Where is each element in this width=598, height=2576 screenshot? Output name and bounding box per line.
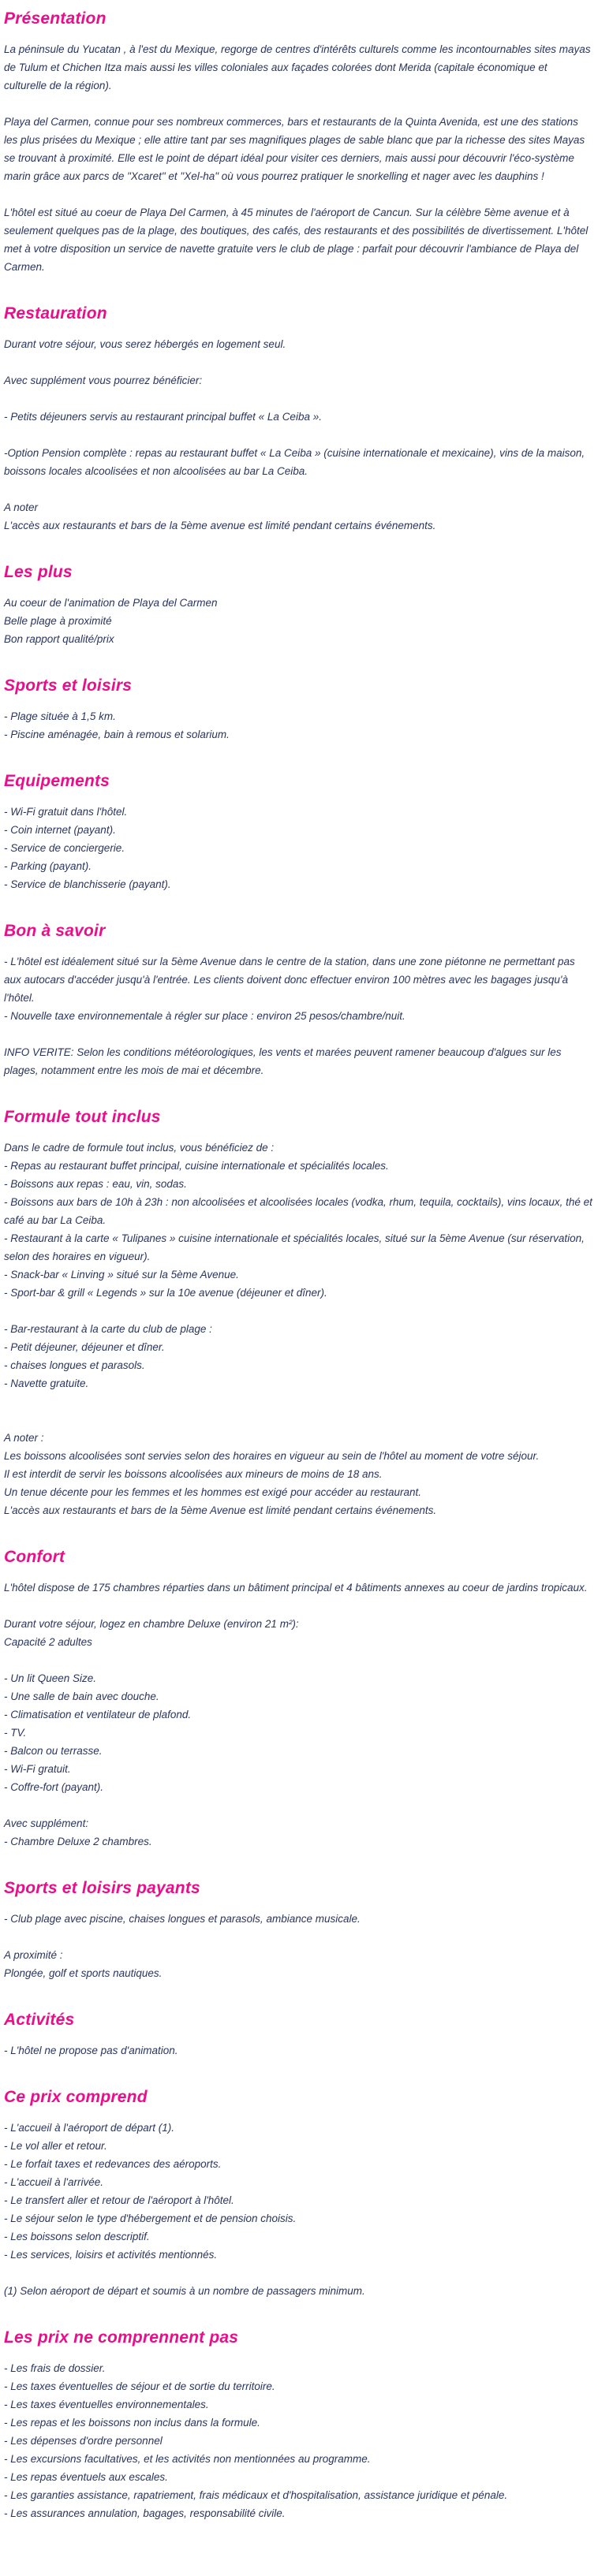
section-title-sports-et-loisirs-payants: Sports et loisirs payants <box>4 1879 200 1897</box>
paragraph: L'hôtel dispose de 175 chambres réparties dans un bâtiment principal et 4 bâtiments annexes au coeur de jardins tropicaux. <box>4 1582 588 1594</box>
paragraph: - L'accueil à l'aéroport de départ (1). <box>4 2122 175 2134</box>
section-presentation <box>4 9 592 276</box>
paragraph: Au coeur de l'animation de Playa del Carmen <box>4 597 218 609</box>
section-title-formule-tout-inclus: Formule tout inclus <box>4 1108 161 1126</box>
section-activites <box>4 2011 592 2060</box>
paragraph: - Coin internet (payant). <box>4 824 116 836</box>
paragraph: - L'accueil à l'arrivée. <box>4 2176 103 2188</box>
section-title-presentation: Présentation <box>4 9 107 28</box>
paragraph: L'accès aux restaurants et bars de la 5ème avenue est limité pendant certains événements. <box>4 520 436 531</box>
paragraph: INFO VERITE: Selon les conditions météorologiques, les vents et marées peuvent ramener beaucoup d'algues sur les plages, notamment entre les mois de mai et décembre. <box>4 1046 562 1076</box>
section-body <box>4 2359 592 2522</box>
paragraph: - Boissons aux repas : eau, vin, sodas. <box>4 1178 187 1190</box>
paragraph: - Les repas et les boissons non inclus dans la formule. <box>4 2417 260 2429</box>
paragraph: - L'hôtel est idéalement situé sur la 5ème Avenue dans le centre de la station, dans une zone piétonne ne permettant pas aux autocars d'accéder jusqu'à l'entrée. Les clients doivent donc effectuer environ 100 mètres avec les bagages jusqu'à l'hôtel. <box>4 956 575 1004</box>
section-title-activites: Activités <box>4 2011 75 2029</box>
paragraph: - Une salle de bain avec douche. <box>4 1691 159 1702</box>
paragraph: Avec supplément: <box>4 1817 89 1829</box>
section-title-confort: Confort <box>4 1548 65 1566</box>
section-les-prix-ne-comprennent-pas <box>4 2328 592 2522</box>
paragraph: - Nouvelle taxe environnementale à régler sur place : environ 25 pesos/chambre/nuit. <box>4 1010 406 1022</box>
paragraph: - Les boissons selon descriptif. <box>4 2231 150 2242</box>
paragraph: - Chambre Deluxe 2 chambres. <box>4 1836 152 1847</box>
paragraph: - Navette gratuite. <box>4 1377 89 1389</box>
paragraph: - Un lit Queen Size. <box>4 1672 97 1684</box>
paragraph: - Les services, loisirs et activités mentionnés. <box>4 2249 218 2261</box>
paragraph: - Restaurant à la carte « Tulipanes » cuisine internationale et spécialités locales, situé sur la 5ème Avenue (sur réservation, selon des horaires en vigueur). <box>4 1232 585 1262</box>
section-formule-tout-inclus <box>4 1108 592 1519</box>
paragraph: - Les taxes éventuelles environnementales. <box>4 2399 209 2410</box>
section-body <box>4 1139 592 1519</box>
paragraph: Durant votre séjour, vous serez hébergés en logement seul. <box>4 338 286 350</box>
paragraph: - Repas au restaurant buffet principal, cuisine internationale et spécialités locales. <box>4 1160 389 1172</box>
paragraph: - Service de blanchisserie (payant). <box>4 878 171 890</box>
paragraph: Capacité 2 adultes <box>4 1636 92 1648</box>
paragraph: - Balcon ou terrasse. <box>4 1745 103 1757</box>
section-title-restauration: Restauration <box>4 304 107 322</box>
paragraph: - Boissons aux bars de 10h à 23h : non alcoolisées et alcoolisées locales (vodka, rhum, tequila, cocktails), vins locaux, thé et café au bar La Ceiba. <box>4 1196 592 1226</box>
paragraph: - Wi-Fi gratuit. <box>4 1763 71 1775</box>
paragraph: - Les taxes éventuelles de séjour et de sortie du territoire. <box>4 2380 275 2392</box>
paragraph: - TV. <box>4 1727 27 1739</box>
paragraph: - Le transfert aller et retour de l'aéroport à l'hôtel. <box>4 2194 234 2206</box>
paragraph: - Les dépenses d'ordre personnel <box>4 2435 163 2447</box>
paragraph: - Les excursions facultatives, et les activités non mentionnées au programme. <box>4 2453 371 2465</box>
paragraph: Bon rapport qualité/prix <box>4 633 114 645</box>
paragraph: - Le séjour selon le type d'hébergement et de pension choisis. <box>4 2213 297 2224</box>
paragraph: A noter <box>4 501 39 513</box>
paragraph: L'hôtel est situé au coeur de Playa Del Carmen, à 45 minutes de l'aéroport de Cancun. Sur la célèbre 5ème avenue et à seulement quelques pas de la plage, des boutiques, des cafés, des restaurants et des possibilités de divertissement. L'hôtel met à votre disposition un service de navette gratuite vers le club de plage : parfait pour découvrir l'ambiance de Playa del Carmen. <box>4 207 589 273</box>
section-sports-et-loisirs <box>4 677 592 744</box>
paragraph: - chaises longues et parasols. <box>4 1359 145 1371</box>
paragraph: - Petits déjeuners servis au restaurant principal buffet « La Ceiba ». <box>4 411 322 423</box>
section-title-equipements: Equipements <box>4 772 110 790</box>
section-les-plus <box>4 563 592 648</box>
section-title-les-plus: Les plus <box>4 563 73 581</box>
section-equipements <box>4 772 592 893</box>
section-body <box>4 803 592 893</box>
paragraph: - L'hôtel ne propose pas d'animation. <box>4 2045 178 2056</box>
section-body <box>4 2119 592 2300</box>
section-body <box>4 707 592 744</box>
paragraph: - Les repas éventuels aux escales. <box>4 2471 168 2483</box>
section-body <box>4 2041 592 2060</box>
paragraph: - Snack-bar « Linving » situé sur la 5ème Avenue. <box>4 1269 239 1281</box>
paragraph: Il est interdit de servir les boissons alcoolisées aux mineurs de moins de 18 ans. <box>4 1468 383 1480</box>
paragraph: - Plage située à 1,5 km. <box>4 710 116 722</box>
paragraph: - Coffre-fort (payant). <box>4 1781 104 1793</box>
paragraph: - Sport-bar & grill « Legends » sur la 10e avenue (déjeuner et dîner). <box>4 1287 327 1299</box>
paragraph: - Club plage avec piscine, chaises longues et parasols, ambiance musicale. <box>4 1913 361 1925</box>
paragraph: - Les assurances annulation, bagages, responsabilité civile. <box>4 2507 286 2519</box>
section-body <box>4 335 592 535</box>
section-ce-prix-comprend <box>4 2088 592 2300</box>
paragraph: Belle plage à proximité <box>4 615 112 627</box>
section-body <box>4 594 592 648</box>
paragraph: - Les frais de dossier. <box>4 2362 106 2374</box>
paragraph: Les boissons alcoolisées sont servies selon des horaires en vigueur au sein de l'hôtel au moment de votre séjour. <box>4 1450 540 1462</box>
paragraph: - Piscine aménagée, bain à remous et solarium. <box>4 729 230 740</box>
paragraph: Avec supplément vous pourrez bénéficier: <box>4 375 203 386</box>
paragraph: La péninsule du Yucatan , à l'est du Mexique, regorge de centres d'intérêts culturels comme les incontournables sites mayas de Tulum et Chichen Itza mais aussi les villes coloniales aux façades colorées dont Merida (capitale économique et culturelle de la région). <box>4 43 591 91</box>
paragraph: - Bar-restaurant à la carte du club de plage : <box>4 1323 212 1335</box>
section-body <box>4 40 592 276</box>
section-title-bon-a-savoir: Bon à savoir <box>4 922 106 940</box>
section-body <box>4 1910 592 1982</box>
section-confort <box>4 1548 592 1851</box>
section-restauration <box>4 304 592 535</box>
paragraph: - Climatisation et ventilateur de plafond. <box>4 1709 192 1720</box>
paragraph: - Service de conciergerie. <box>4 842 125 854</box>
paragraph: Durant votre séjour, logez en chambre Deluxe (environ 21 m²): <box>4 1618 299 1630</box>
section-sports-et-loisirs-payants <box>4 1879 592 1982</box>
section-body <box>4 952 592 1079</box>
paragraph: - Petit déjeuner, déjeuner et dîner. <box>4 1341 165 1353</box>
paragraph: - Le vol aller et retour. <box>4 2140 107 2152</box>
paragraph: A noter : <box>4 1432 44 1444</box>
paragraph: Dans le cadre de formule tout inclus, vous bénéficiez de : <box>4 1142 275 1154</box>
paragraph: Un tenue décente pour les femmes et les hommes est exigé pour accéder au restaurant. <box>4 1486 422 1498</box>
paragraph: - Les garanties assistance, rapatriement, frais médicaux et d'hospitalisation, assistance juridique et pénale. <box>4 2489 508 2501</box>
paragraph: - Parking (payant). <box>4 860 92 872</box>
paragraph: Plongée, golf et sports nautiques. <box>4 1967 163 1979</box>
paragraph: L'accès aux restaurants et bars de la 5ème Avenue est limité pendant certains événements. <box>4 1504 437 1516</box>
section-body <box>4 1579 592 1851</box>
paragraph: - Le forfait taxes et redevances des aéroports. <box>4 2158 222 2170</box>
paragraph: Playa del Carmen, connue pour ses nombreux commerces, bars et restaurants de la Quinta Avenida, est une des stations les plus prisées du Mexique ; elle attire tant par ses magnifiques plages de sable blanc que par la richesse des sites Mayas se trouvant à proximité. Elle est le point de départ idéal pour visiter ces derniers, mais aussi pour découvrir l'éco-système marin grâce aux parcs de "Xcaret" et "Xel-ha" où vous pourrez pratiquer le snorkelling et nager avec les dauphins ! <box>4 116 585 182</box>
content-column <box>4 9 592 2522</box>
section-title-les-prix-ne-comprennent-pas: Les prix ne comprennent pas <box>4 2328 239 2347</box>
paragraph: (1) Selon aéroport de départ et soumis à un nombre de passagers minimum. <box>4 2285 365 2297</box>
paragraph: - Wi-Fi gratuit dans l'hôtel. <box>4 806 128 818</box>
section-title-ce-prix-comprend: Ce prix comprend <box>4 2088 148 2106</box>
paragraph: -Option Pension complète : repas au restaurant buffet « La Ceiba » (cuisine internationale et mexicaine), vins de la maison, boissons locales alcoolisées et non alcoolisées au bar La Ceiba. <box>4 447 585 477</box>
paragraph: A proximité : <box>4 1949 63 1961</box>
section-bon-a-savoir <box>4 922 592 1079</box>
section-title-sports-et-loisirs: Sports et loisirs <box>4 677 133 695</box>
